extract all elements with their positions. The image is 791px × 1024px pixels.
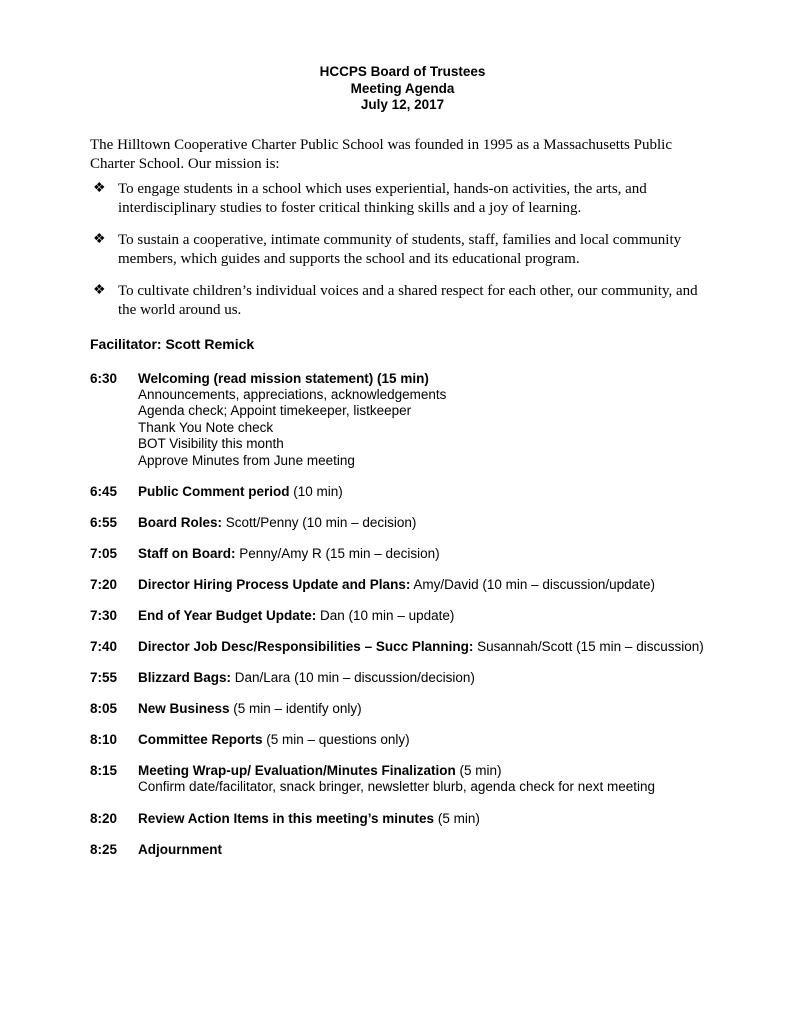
agenda-list: [90, 370, 715, 858]
document-header: [90, 64, 715, 114]
agenda-item-time: 6:30: [90, 370, 118, 386]
agenda-item-detail: Amy/David (10 min – discussion/update): [410, 577, 655, 592]
mission-list-item: [90, 180, 715, 218]
header-date: July 12, 2017: [360, 97, 445, 112]
agenda-item-body: [138, 483, 715, 500]
agenda-item-title: Blizzard Bags:: [138, 670, 232, 685]
intro-paragraph: The Hilltown Cooperative Charter Public School was founded in 1995 as a Massachusetts Public Charter School. Our mission is:: [90, 136, 672, 172]
agenda-item: [90, 576, 715, 593]
agenda-item: [90, 483, 715, 500]
agenda-item-time: 7:20: [90, 577, 118, 592]
agenda-item-body: [138, 700, 715, 717]
agenda-item-title: Public Comment period: [138, 484, 290, 499]
agenda-item-body: [138, 370, 715, 470]
agenda-item-title: New Business: [138, 701, 230, 716]
agenda-item-body: [138, 669, 715, 686]
agenda-subline: Announcements, appreciations, acknowledgements: [138, 386, 447, 402]
agenda-item-sublines: [138, 779, 715, 796]
agenda-item-title: Board Roles:: [138, 515, 223, 530]
agenda-item-time: 7:30: [90, 608, 118, 623]
agenda-item-title: Welcoming (read mission statement) (15 min): [138, 370, 429, 386]
mission-list-item: [90, 231, 715, 269]
agenda-item-time: 8:10: [90, 732, 118, 747]
agenda-subline: Approve Minutes from June meeting: [138, 452, 355, 468]
agenda-item-detail: (10 min): [289, 484, 343, 499]
agenda-item-time: 8:25: [90, 841, 118, 857]
agenda-item-time: 8:15: [90, 763, 118, 778]
facilitator-line: Facilitator: Scott Remick: [90, 335, 255, 352]
agenda-item-body: [138, 638, 715, 655]
intro-section: [90, 136, 715, 320]
mission-item-text: To sustain a cooperative, intimate community of students, staff, families and local community members, which guides and supports the school and its educational program.: [118, 231, 682, 267]
agenda-item-title: Review Action Items in this meeting’s minutes: [138, 810, 435, 826]
agenda-subline: Thank You Note check: [138, 419, 274, 435]
agenda-item-title: Director Hiring Process Update and Plans:: [138, 577, 411, 592]
agenda-item-title: Staff on Board:: [138, 546, 236, 561]
agenda-item-body: [138, 731, 715, 748]
agenda-item-time: 7:55: [90, 670, 118, 685]
agenda-item-body: [138, 545, 715, 562]
agenda-item-sublines: [138, 387, 715, 470]
agenda-item-time: 7:40: [90, 639, 118, 654]
agenda-item-body: [138, 607, 715, 624]
agenda-item-detail: (5 min – identify only): [229, 701, 362, 716]
agenda-item: [90, 841, 715, 858]
agenda-item: [90, 810, 715, 827]
agenda-item-title: Meeting Wrap-up/ Evaluation/Minutes Finalization: [138, 763, 456, 778]
diamond-bullet-icon: ❖: [93, 282, 106, 298]
agenda-item-detail: Penny/Amy R (15 min – decision): [235, 546, 440, 561]
agenda-item-detail: Dan/Lara (10 min – discussion/decision): [231, 670, 475, 685]
agenda-item-body: [138, 841, 715, 858]
agenda-item-time: 8:20: [90, 810, 118, 826]
agenda-item-detail: (5 min): [434, 810, 480, 826]
diamond-bullet-icon: ❖: [93, 180, 106, 196]
agenda-item: [90, 607, 715, 624]
agenda-item-time: 8:05: [90, 701, 118, 716]
header-subject: Meeting Agenda: [350, 80, 455, 96]
header-organization: HCCPS Board of Trustees: [319, 64, 486, 79]
agenda-item-detail: Dan (10 min – update): [316, 608, 455, 623]
agenda-item-time: 6:55: [90, 515, 118, 530]
agenda-item: [90, 514, 715, 531]
mission-list-item: [90, 282, 715, 320]
agenda-item: [90, 731, 715, 748]
agenda-item-time: 6:45: [90, 484, 118, 499]
agenda-item-title: Committee Reports: [138, 732, 263, 747]
mission-item-text: To engage students in a school which uses experiential, hands-on activities, the arts, and interdisciplinary studies to foster critical thinking skills and a joy of learning.: [118, 180, 647, 216]
agenda-item-body: [138, 514, 715, 531]
diamond-bullet-icon: ❖: [93, 231, 106, 247]
agenda-item-time: 7:05: [90, 546, 118, 561]
agenda-item-title: End of Year Budget Update:: [138, 608, 317, 623]
agenda-item-detail: (5 min – questions only): [262, 732, 410, 747]
agenda-item-body: [138, 576, 715, 593]
agenda-item-detail: (5 min): [455, 763, 502, 778]
agenda-item-title: Director Job Desc/Responsibilities – Succ Planning:: [138, 639, 474, 654]
agenda-item: [90, 638, 715, 655]
agenda-subline: BOT Visibility this month: [138, 436, 284, 451]
agenda-item: [90, 762, 715, 796]
agenda-item-detail: Scott/Penny (10 min – decision): [222, 515, 417, 530]
agenda-subline: Confirm date/facilitator, snack bringer, newsletter blurb, agenda check for next meeting: [138, 779, 656, 794]
mission-item-text: To cultivate children’s individual voices and a shared respect for each other, our community, and the world around us.: [118, 282, 698, 318]
agenda-item: [90, 545, 715, 562]
agenda-item: [90, 370, 715, 470]
agenda-item-title: Adjournment: [138, 841, 222, 857]
agenda-item-detail: Susannah/Scott (15 min – discussion): [473, 639, 704, 654]
mission-list: [90, 180, 715, 320]
agenda-item-body: [138, 762, 715, 796]
agenda-item-body: [138, 810, 715, 827]
agenda-item: [90, 700, 715, 717]
agenda-subline: Agenda check; Appoint timekeeper, listkeeper: [138, 403, 412, 418]
agenda-item: [90, 669, 715, 686]
